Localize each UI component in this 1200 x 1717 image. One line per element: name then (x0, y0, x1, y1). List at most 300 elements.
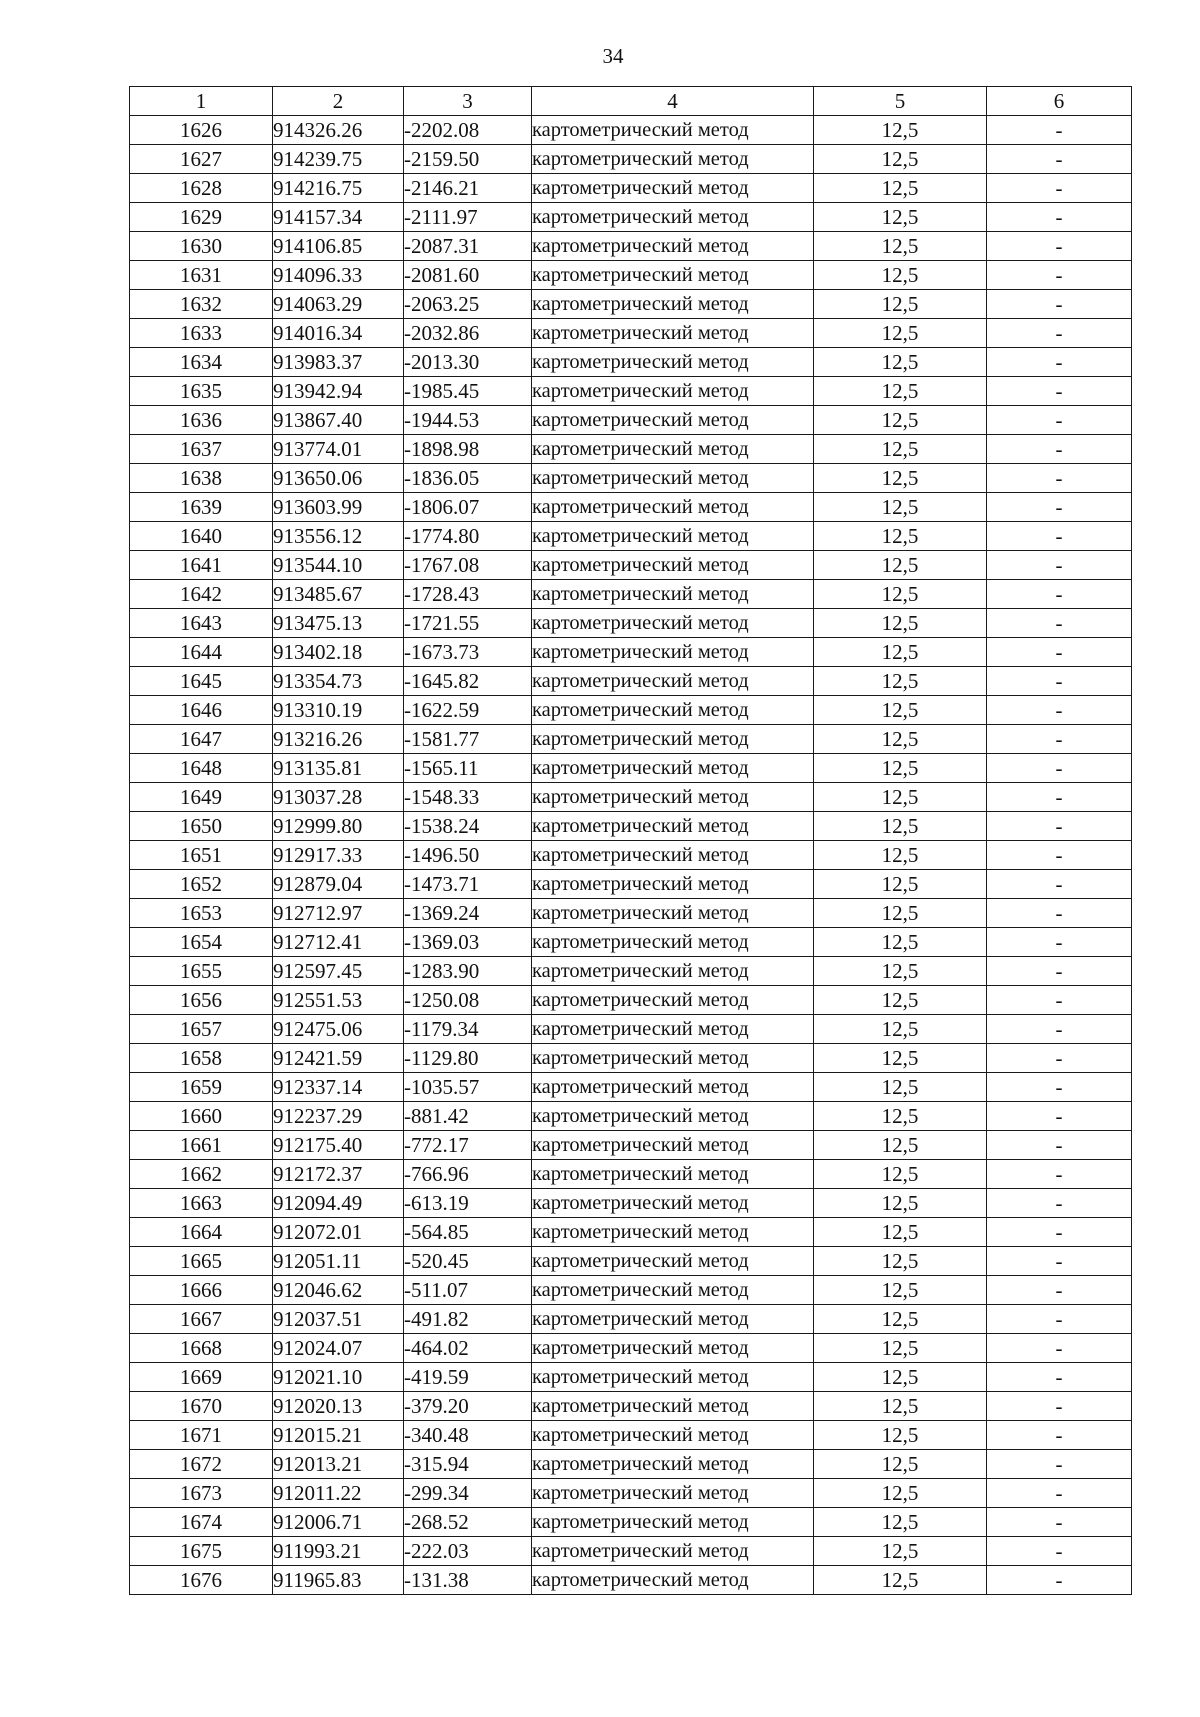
point-number-cell: 1627 (130, 145, 273, 174)
y-coordinate-cell: -1944.53 (404, 406, 532, 435)
table-row (130, 783, 1132, 812)
x-coordinate-cell: 912006.71 (273, 1508, 404, 1537)
note-cell: - (987, 899, 1132, 928)
x-coordinate-cell: 912712.41 (273, 928, 404, 957)
method-cell: картометрический метод (532, 1566, 814, 1595)
point-number-cell: 1636 (130, 406, 273, 435)
x-coordinate-cell: 912051.11 (273, 1247, 404, 1276)
table-row (130, 435, 1132, 464)
point-number-cell: 1664 (130, 1218, 273, 1247)
note-cell: - (987, 957, 1132, 986)
method-cell: картометрический метод (532, 232, 814, 261)
method-cell: картометрический метод (532, 551, 814, 580)
method-cell: картометрический метод (532, 1508, 814, 1537)
accuracy-cell: 12,5 (814, 957, 987, 986)
note-cell: - (987, 551, 1132, 580)
table-row (130, 1044, 1132, 1073)
x-coordinate-cell: 912015.21 (273, 1421, 404, 1450)
x-coordinate-cell: 913475.13 (273, 609, 404, 638)
y-coordinate-cell: -766.96 (404, 1160, 532, 1189)
table-row (130, 928, 1132, 957)
point-number-cell: 1660 (130, 1102, 273, 1131)
y-coordinate-cell: -1898.98 (404, 435, 532, 464)
y-coordinate-cell: -464.02 (404, 1334, 532, 1363)
x-coordinate-cell: 912421.59 (273, 1044, 404, 1073)
accuracy-cell: 12,5 (814, 841, 987, 870)
method-cell: картометрический метод (532, 667, 814, 696)
note-cell: - (987, 1015, 1132, 1044)
table-row (130, 522, 1132, 551)
accuracy-cell: 12,5 (814, 928, 987, 957)
note-cell: - (987, 261, 1132, 290)
accuracy-cell: 12,5 (814, 1189, 987, 1218)
accuracy-cell: 12,5 (814, 522, 987, 551)
y-coordinate-cell: -1806.07 (404, 493, 532, 522)
note-cell: - (987, 928, 1132, 957)
table-row (130, 609, 1132, 638)
method-cell: картометрический метод (532, 1363, 814, 1392)
note-cell: - (987, 1566, 1132, 1595)
table-row (130, 1479, 1132, 1508)
x-coordinate-cell: 912712.97 (273, 899, 404, 928)
y-coordinate-cell: -2063.25 (404, 290, 532, 319)
point-number-cell: 1646 (130, 696, 273, 725)
table-row (130, 1450, 1132, 1479)
accuracy-cell: 12,5 (814, 290, 987, 319)
table-row (130, 899, 1132, 928)
method-cell: картометрический метод (532, 783, 814, 812)
table-row (130, 551, 1132, 580)
x-coordinate-cell: 913983.37 (273, 348, 404, 377)
method-cell: картометрический метод (532, 203, 814, 232)
y-coordinate-cell: -2087.31 (404, 232, 532, 261)
note-cell: - (987, 1305, 1132, 1334)
note-cell: - (987, 1044, 1132, 1073)
accuracy-cell: 12,5 (814, 1015, 987, 1044)
method-cell: картометрический метод (532, 609, 814, 638)
x-coordinate-cell: 913942.94 (273, 377, 404, 406)
note-cell: - (987, 1218, 1132, 1247)
note-cell: - (987, 1508, 1132, 1537)
method-cell: картометрический метод (532, 1276, 814, 1305)
table-row (130, 319, 1132, 348)
table-row (130, 1189, 1132, 1218)
note-cell: - (987, 1131, 1132, 1160)
note-cell: - (987, 464, 1132, 493)
method-cell: картометрический метод (532, 725, 814, 754)
accuracy-cell: 12,5 (814, 493, 987, 522)
method-cell: картометрический метод (532, 348, 814, 377)
accuracy-cell: 12,5 (814, 232, 987, 261)
table-row (130, 1218, 1132, 1247)
note-cell: - (987, 174, 1132, 203)
y-coordinate-cell: -379.20 (404, 1392, 532, 1421)
table-row (130, 841, 1132, 870)
accuracy-cell: 12,5 (814, 145, 987, 174)
note-cell: - (987, 754, 1132, 783)
method-cell: картометрический метод (532, 1392, 814, 1421)
accuracy-cell: 12,5 (814, 1450, 987, 1479)
column-header: 3 (404, 87, 532, 116)
point-number-cell: 1665 (130, 1247, 273, 1276)
y-coordinate-cell: -1473.71 (404, 870, 532, 899)
point-number-cell: 1652 (130, 870, 273, 899)
table-row (130, 1421, 1132, 1450)
table-row (130, 203, 1132, 232)
table-row (130, 1015, 1132, 1044)
point-number-cell: 1638 (130, 464, 273, 493)
table-row (130, 116, 1132, 145)
table-row (130, 1508, 1132, 1537)
point-number-cell: 1675 (130, 1537, 273, 1566)
point-number-cell: 1639 (130, 493, 273, 522)
note-cell: - (987, 522, 1132, 551)
method-cell: картометрический метод (532, 696, 814, 725)
table-row (130, 232, 1132, 261)
point-number-cell: 1634 (130, 348, 273, 377)
table-row (130, 696, 1132, 725)
method-cell: картометрический метод (532, 377, 814, 406)
x-coordinate-cell: 914096.33 (273, 261, 404, 290)
method-cell: картометрический метод (532, 1015, 814, 1044)
x-coordinate-cell: 912024.07 (273, 1334, 404, 1363)
method-cell: картометрический метод (532, 986, 814, 1015)
x-coordinate-cell: 913556.12 (273, 522, 404, 551)
point-number-cell: 1661 (130, 1131, 273, 1160)
x-coordinate-cell: 912013.21 (273, 1450, 404, 1479)
note-cell: - (987, 319, 1132, 348)
method-cell: картометрический метод (532, 1450, 814, 1479)
note-cell: - (987, 377, 1132, 406)
x-coordinate-cell: 913867.40 (273, 406, 404, 435)
point-number-cell: 1628 (130, 174, 273, 203)
x-coordinate-cell: 914216.75 (273, 174, 404, 203)
point-number-cell: 1671 (130, 1421, 273, 1450)
x-coordinate-cell: 912172.37 (273, 1160, 404, 1189)
x-coordinate-cell: 913650.06 (273, 464, 404, 493)
accuracy-cell: 12,5 (814, 580, 987, 609)
x-coordinate-cell: 912094.49 (273, 1189, 404, 1218)
y-coordinate-cell: -1035.57 (404, 1073, 532, 1102)
y-coordinate-cell: -1836.05 (404, 464, 532, 493)
point-number-cell: 1655 (130, 957, 273, 986)
point-number-cell: 1667 (130, 1305, 273, 1334)
accuracy-cell: 12,5 (814, 1566, 987, 1595)
accuracy-cell: 12,5 (814, 1479, 987, 1508)
column-header: 5 (814, 87, 987, 116)
x-coordinate-cell: 912021.10 (273, 1363, 404, 1392)
y-coordinate-cell: -2202.08 (404, 116, 532, 145)
x-coordinate-cell: 913037.28 (273, 783, 404, 812)
y-coordinate-cell: -520.45 (404, 1247, 532, 1276)
method-cell: картометрический метод (532, 899, 814, 928)
method-cell: картометрический метод (532, 1218, 814, 1247)
note-cell: - (987, 406, 1132, 435)
table-row (130, 667, 1132, 696)
column-header: 6 (987, 87, 1132, 116)
accuracy-cell: 12,5 (814, 1102, 987, 1131)
table-row (130, 406, 1132, 435)
method-cell: картометрический метод (532, 1044, 814, 1073)
accuracy-cell: 12,5 (814, 725, 987, 754)
x-coordinate-cell: 912237.29 (273, 1102, 404, 1131)
note-cell: - (987, 145, 1132, 174)
y-coordinate-cell: -1985.45 (404, 377, 532, 406)
x-coordinate-cell: 914239.75 (273, 145, 404, 174)
accuracy-cell: 12,5 (814, 986, 987, 1015)
note-cell: - (987, 870, 1132, 899)
table-row (130, 1305, 1132, 1334)
y-coordinate-cell: -1767.08 (404, 551, 532, 580)
y-coordinate-cell: -1369.24 (404, 899, 532, 928)
table-row (130, 1392, 1132, 1421)
point-number-cell: 1629 (130, 203, 273, 232)
note-cell: - (987, 435, 1132, 464)
x-coordinate-cell: 912597.45 (273, 957, 404, 986)
table-row (130, 986, 1132, 1015)
y-coordinate-cell: -772.17 (404, 1131, 532, 1160)
accuracy-cell: 12,5 (814, 1044, 987, 1073)
table-row (130, 464, 1132, 493)
point-number-cell: 1642 (130, 580, 273, 609)
accuracy-cell: 12,5 (814, 870, 987, 899)
point-number-cell: 1659 (130, 1073, 273, 1102)
method-cell: картометрический метод (532, 406, 814, 435)
note-cell: - (987, 841, 1132, 870)
point-number-cell: 1654 (130, 928, 273, 957)
accuracy-cell: 12,5 (814, 377, 987, 406)
x-coordinate-cell: 914016.34 (273, 319, 404, 348)
y-coordinate-cell: -613.19 (404, 1189, 532, 1218)
point-number-cell: 1637 (130, 435, 273, 464)
note-cell: - (987, 638, 1132, 667)
method-cell: картометрический метод (532, 580, 814, 609)
accuracy-cell: 12,5 (814, 1247, 987, 1276)
table-row (130, 1247, 1132, 1276)
y-coordinate-cell: -1129.80 (404, 1044, 532, 1073)
table-row (130, 261, 1132, 290)
method-cell: картометрический метод (532, 841, 814, 870)
accuracy-cell: 12,5 (814, 1160, 987, 1189)
method-cell: картометрический метод (532, 435, 814, 464)
method-cell: картометрический метод (532, 1421, 814, 1450)
accuracy-cell: 12,5 (814, 1363, 987, 1392)
accuracy-cell: 12,5 (814, 1334, 987, 1363)
y-coordinate-cell: -1369.03 (404, 928, 532, 957)
x-coordinate-cell: 914106.85 (273, 232, 404, 261)
accuracy-cell: 12,5 (814, 899, 987, 928)
point-number-cell: 1676 (130, 1566, 273, 1595)
note-cell: - (987, 1102, 1132, 1131)
note-cell: - (987, 986, 1132, 1015)
note-cell: - (987, 290, 1132, 319)
y-coordinate-cell: -564.85 (404, 1218, 532, 1247)
point-number-cell: 1635 (130, 377, 273, 406)
point-number-cell: 1641 (130, 551, 273, 580)
accuracy-cell: 12,5 (814, 348, 987, 377)
y-coordinate-cell: -1774.80 (404, 522, 532, 551)
y-coordinate-cell: -268.52 (404, 1508, 532, 1537)
point-number-cell: 1668 (130, 1334, 273, 1363)
accuracy-cell: 12,5 (814, 1218, 987, 1247)
x-coordinate-cell: 913402.18 (273, 638, 404, 667)
method-cell: картометрический метод (532, 464, 814, 493)
point-number-cell: 1672 (130, 1450, 273, 1479)
y-coordinate-cell: -315.94 (404, 1450, 532, 1479)
method-cell: картометрический метод (532, 1537, 814, 1566)
table-row (130, 493, 1132, 522)
column-header: 2 (273, 87, 404, 116)
page-number: 34 (602, 44, 624, 68)
point-number-cell: 1657 (130, 1015, 273, 1044)
table-row (130, 1073, 1132, 1102)
method-cell: картометрический метод (532, 1247, 814, 1276)
accuracy-cell: 12,5 (814, 1392, 987, 1421)
point-number-cell: 1673 (130, 1479, 273, 1508)
method-cell: картометрический метод (532, 754, 814, 783)
y-coordinate-cell: -2032.86 (404, 319, 532, 348)
accuracy-cell: 12,5 (814, 464, 987, 493)
point-number-cell: 1648 (130, 754, 273, 783)
point-number-cell: 1649 (130, 783, 273, 812)
table-row (130, 1160, 1132, 1189)
table-body (130, 116, 1132, 1595)
y-coordinate-cell: -419.59 (404, 1363, 532, 1392)
note-cell: - (987, 812, 1132, 841)
point-number-cell: 1656 (130, 986, 273, 1015)
accuracy-cell: 12,5 (814, 1421, 987, 1450)
note-cell: - (987, 1537, 1132, 1566)
accuracy-cell: 12,5 (814, 1508, 987, 1537)
x-coordinate-cell: 913603.99 (273, 493, 404, 522)
method-cell: картометрический метод (532, 1189, 814, 1218)
table-row (130, 1276, 1132, 1305)
method-cell: картометрический метод (532, 812, 814, 841)
point-number-cell: 1662 (130, 1160, 273, 1189)
table-row (130, 1537, 1132, 1566)
table-row (130, 290, 1132, 319)
point-number-cell: 1670 (130, 1392, 273, 1421)
y-coordinate-cell: -1538.24 (404, 812, 532, 841)
accuracy-cell: 12,5 (814, 406, 987, 435)
y-coordinate-cell: -881.42 (404, 1102, 532, 1131)
point-number-cell: 1632 (130, 290, 273, 319)
table-row (130, 1363, 1132, 1392)
y-coordinate-cell: -1645.82 (404, 667, 532, 696)
note-cell: - (987, 1363, 1132, 1392)
x-coordinate-cell: 912046.62 (273, 1276, 404, 1305)
method-cell: картометрический метод (532, 1334, 814, 1363)
accuracy-cell: 12,5 (814, 116, 987, 145)
y-coordinate-cell: -2081.60 (404, 261, 532, 290)
method-cell: картометрический метод (532, 116, 814, 145)
note-cell: - (987, 1073, 1132, 1102)
header-row (130, 87, 1132, 116)
y-coordinate-cell: -1565.11 (404, 754, 532, 783)
point-number-cell: 1674 (130, 1508, 273, 1537)
x-coordinate-cell: 914063.29 (273, 290, 404, 319)
method-cell: картометрический метод (532, 145, 814, 174)
accuracy-cell: 12,5 (814, 551, 987, 580)
accuracy-cell: 12,5 (814, 319, 987, 348)
point-number-cell: 1647 (130, 725, 273, 754)
point-number-cell: 1658 (130, 1044, 273, 1073)
column-header: 1 (130, 87, 273, 116)
y-coordinate-cell: -1283.90 (404, 957, 532, 986)
note-cell: - (987, 1334, 1132, 1363)
note-cell: - (987, 783, 1132, 812)
table-row (130, 870, 1132, 899)
note-cell: - (987, 1450, 1132, 1479)
accuracy-cell: 12,5 (814, 1276, 987, 1305)
table-row (130, 725, 1132, 754)
method-cell: картометрический метод (532, 1131, 814, 1160)
y-coordinate-cell: -1250.08 (404, 986, 532, 1015)
accuracy-cell: 12,5 (814, 1073, 987, 1102)
note-cell: - (987, 1189, 1132, 1218)
method-cell: картометрический метод (532, 174, 814, 203)
accuracy-cell: 12,5 (814, 203, 987, 232)
point-number-cell: 1645 (130, 667, 273, 696)
y-coordinate-cell: -340.48 (404, 1421, 532, 1450)
accuracy-cell: 12,5 (814, 812, 987, 841)
y-coordinate-cell: -222.03 (404, 1537, 532, 1566)
x-coordinate-cell: 913216.26 (273, 725, 404, 754)
x-coordinate-cell: 912879.04 (273, 870, 404, 899)
note-cell: - (987, 1160, 1132, 1189)
note-cell: - (987, 116, 1132, 145)
x-coordinate-cell: 914326.26 (273, 116, 404, 145)
y-coordinate-cell: -1548.33 (404, 783, 532, 812)
y-coordinate-cell: -299.34 (404, 1479, 532, 1508)
table-header (130, 87, 1132, 116)
note-cell: - (987, 1421, 1132, 1450)
y-coordinate-cell: -1581.77 (404, 725, 532, 754)
coordinates-table (129, 86, 1132, 1595)
x-coordinate-cell: 912020.13 (273, 1392, 404, 1421)
table-row (130, 1131, 1132, 1160)
accuracy-cell: 12,5 (814, 1537, 987, 1566)
point-number-cell: 1644 (130, 638, 273, 667)
point-number-cell: 1631 (130, 261, 273, 290)
note-cell: - (987, 1276, 1132, 1305)
y-coordinate-cell: -1673.73 (404, 638, 532, 667)
note-cell: - (987, 609, 1132, 638)
x-coordinate-cell: 912337.14 (273, 1073, 404, 1102)
method-cell: картометрический метод (532, 319, 814, 348)
accuracy-cell: 12,5 (814, 609, 987, 638)
accuracy-cell: 12,5 (814, 667, 987, 696)
point-number-cell: 1640 (130, 522, 273, 551)
y-coordinate-cell: -1728.43 (404, 580, 532, 609)
x-coordinate-cell: 913135.81 (273, 754, 404, 783)
accuracy-cell: 12,5 (814, 1131, 987, 1160)
method-cell: картометрический метод (532, 1102, 814, 1131)
y-coordinate-cell: -1721.55 (404, 609, 532, 638)
method-cell: картометрический метод (532, 1073, 814, 1102)
note-cell: - (987, 725, 1132, 754)
point-number-cell: 1669 (130, 1363, 273, 1392)
point-number-cell: 1633 (130, 319, 273, 348)
x-coordinate-cell: 912037.51 (273, 1305, 404, 1334)
y-coordinate-cell: -1179.34 (404, 1015, 532, 1044)
method-cell: картометрический метод (532, 1305, 814, 1334)
table-row (130, 957, 1132, 986)
method-cell: картометрический метод (532, 928, 814, 957)
point-number-cell: 1663 (130, 1189, 273, 1218)
note-cell: - (987, 667, 1132, 696)
note-cell: - (987, 1247, 1132, 1276)
